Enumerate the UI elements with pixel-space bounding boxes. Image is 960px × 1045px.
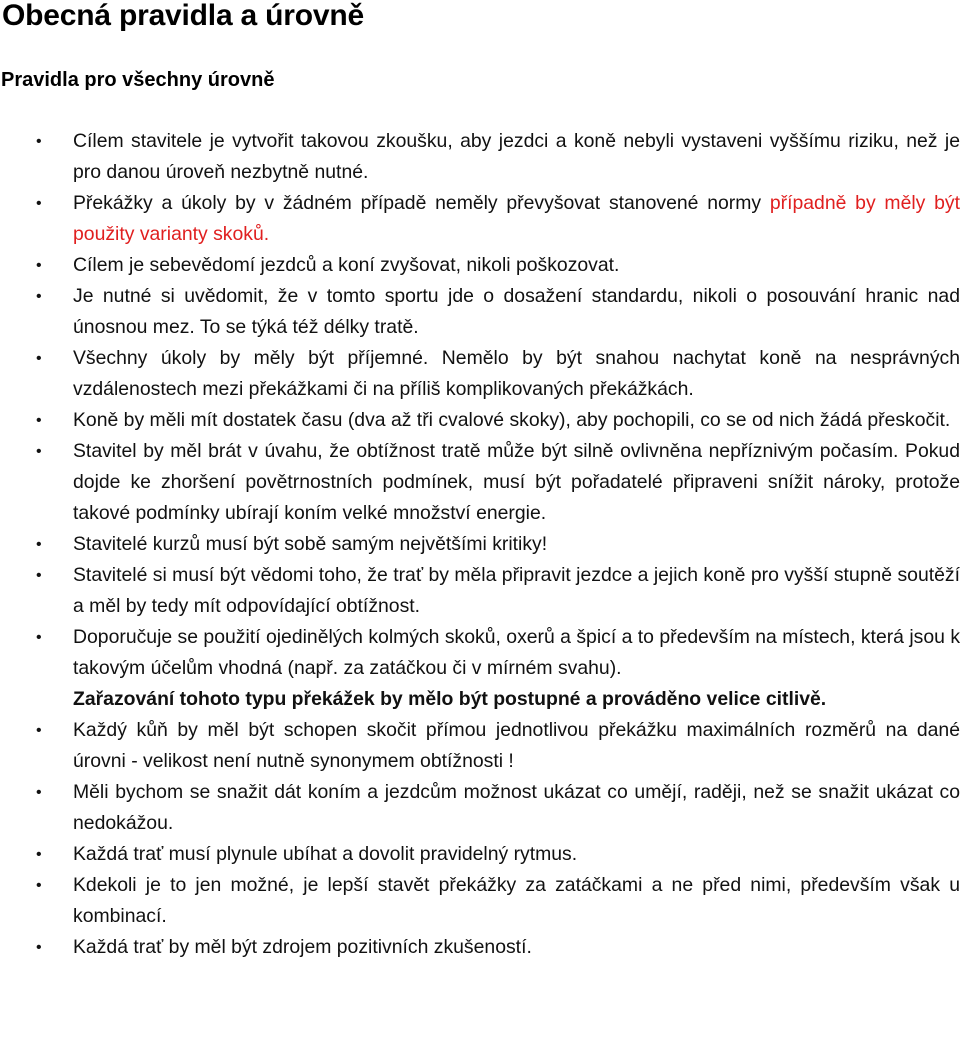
bullet-icon: • [36,288,42,305]
rule-text: Je nutné si uvědomit, že v tomto sportu jde o dosažení standardu, nikoli o posouvání hranic nad únosnou mez. To se týká též délky tratě. [73,285,960,338]
list-item [0,343,960,405]
bullet-icon: • [36,195,42,212]
rule-text: Stavitel by měl brát v úvahu, že obtížnost tratě může být silně ovlivněna nepříznivým počasím. Pokud dojde ke zhoršení povětrnostních podmínek, musí být pořadatelé připraveni snížit nároky, protože takové podmínky ubírají koním velké množství energie. [73,440,960,524]
rule-text: Stavitelé kurzů musí být sobě samým největšími kritiky! [73,533,548,555]
bullet-icon: • [36,567,42,584]
rule-text: Každá trať by měl být zdrojem pozitivních zkušeností. [73,936,532,958]
rule-text: Všechny úkoly by měly být příjemné. Nemělo by být snahou nachytat koně na nesprávných vzdálenostech mezi překážkami či na příliš komplikovaných překážkách. [73,347,960,400]
list-item [0,436,960,529]
rule-text: Překážky a úkoly by v žádném případě neměly převyšovat stanovené normy [73,192,770,214]
bullet-icon: • [36,939,42,956]
list-item [0,281,960,343]
bullet-icon: • [36,877,42,894]
list-item [0,932,960,963]
rule-text: Koně by měli mít dostatek času (dva až tři cvalové skoky), aby pochopili, co se od nich žádá přeskočit. [73,409,951,431]
bullet-icon: • [36,784,42,801]
section-heading: Pravidla pro všechny úrovně [1,69,275,91]
bullet-icon: • [36,536,42,553]
rule-text: Kdekoli je to jen možné, je lepší stavět překážky za zatáčkami a ne před nimi, především však u kombinací. [73,874,960,927]
list-item [0,715,960,777]
bullet-icon: • [36,846,42,863]
list-item [0,870,960,932]
page-title: Obecná pravidla a úrovně [2,0,364,32]
list-item [0,529,960,560]
bullet-icon: • [36,133,42,150]
bullet-icon: • [36,629,42,646]
rule-text: Doporučuje se použití ojedinělých kolmých skoků, oxerů a špicí a to především na místech, která jsou k takovým účelům vhodná (např. za zatáčkou či v mírném svahu). [73,626,960,679]
rule-bold-note: Zařazování tohoto typu překážek by mělo být postupné a prováděno velice citlivě. [73,688,827,710]
list-item [0,405,960,436]
rule-text: Cílem stavitele je vytvořit takovou zkoušku, aby jezdci a koně nebyli vystaveni vyššímu riziku, než je pro danou úroveň nezbytně nutné. [73,130,960,183]
bullet-icon: • [36,350,42,367]
list-item [0,126,960,188]
list-item [0,622,960,715]
list-item [0,188,960,250]
rule-text: Cílem je sebevědomí jezdců a koní zvyšovat, nikoli poškozovat. [73,254,620,276]
rule-text: Každá trať musí plynule ubíhat a dovolit pravidelný rytmus. [73,843,578,865]
rule-highlight-text: případně by měly být použity varianty skoků. [73,192,960,245]
bullet-icon: • [36,257,42,274]
list-item [0,839,960,870]
list-item [0,250,960,281]
rules-list [0,126,960,963]
list-item [0,777,960,839]
bullet-icon: • [36,722,42,739]
list-item [0,560,960,622]
rule-text: Stavitelé si musí být vědomi toho, že trať by měla připravit jezdce a jejich koně pro vyšší stupně soutěží a měl by tedy mít odpovídající obtížnost. [73,564,960,617]
bullet-icon: • [36,412,42,429]
rule-text: Měli bychom se snažit dát koním a jezdcům možnost ukázat co umějí, raději, než se snažit ukázat co nedokážou. [73,781,960,834]
bullet-icon: • [36,443,42,460]
rule-text: Každý kůň by měl být schopen skočit přímou jednotlivou překážku maximálních rozměrů na dané úrovni - velikost není nutně synonymem obtížnosti ! [73,719,960,772]
